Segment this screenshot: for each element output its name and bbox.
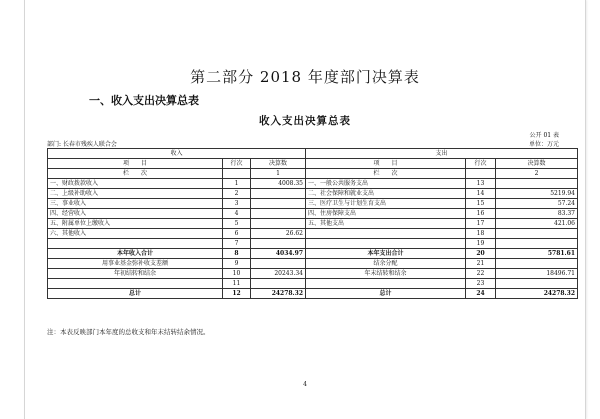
- table-row: [48, 229, 578, 239]
- income-item: 六、其他收入: [48, 229, 223, 239]
- expense-item: 五、其他支出: [306, 219, 466, 229]
- income-item: 一、财政拨款收入: [48, 179, 223, 189]
- expense-line-number: 17: [466, 219, 496, 229]
- income-line-number: 4: [223, 209, 251, 219]
- income-line-number: 8: [223, 249, 251, 259]
- income-amount: [251, 199, 306, 209]
- expense-line-number: 19: [466, 239, 496, 249]
- header-row-columns: [48, 159, 578, 169]
- expense-item: 四、住房保障支出: [306, 209, 466, 219]
- empty-cell: [223, 169, 251, 179]
- income-item: 年初结转和结余: [48, 269, 223, 279]
- income-amount: 20243.34: [251, 269, 306, 279]
- expense-amount: [496, 279, 578, 289]
- income-item: [48, 279, 223, 289]
- expense-line-number: 15: [466, 199, 496, 209]
- table-row: [48, 219, 578, 229]
- income-header: 收入: [48, 149, 306, 159]
- income-item: 三、事业收入: [48, 199, 223, 209]
- expense-amount: 5219.94: [496, 189, 578, 199]
- expense-line-number: 20: [466, 249, 496, 259]
- header-row-column-numbers: [48, 169, 578, 179]
- income-column-label: 栏 次: [48, 169, 223, 179]
- expense-amount-header: 决算数: [496, 159, 578, 169]
- income-amount-header: 决算数: [251, 159, 306, 169]
- income-amount: [251, 239, 306, 249]
- empty-cell: [466, 169, 496, 179]
- expense-item: [306, 229, 466, 239]
- expense-column-label: 栏 次: [306, 169, 466, 179]
- table-row: [48, 249, 578, 259]
- expense-line-number: 21: [466, 259, 496, 269]
- income-item: 五、附属单位上缴收入: [48, 219, 223, 229]
- table-code: 公开 01 表: [529, 132, 559, 139]
- table-row: [48, 239, 578, 249]
- table-note: 注：本表反映部门本年度的总收支和年末结转结余情况。: [47, 328, 210, 336]
- income-line-header: 行次: [223, 159, 251, 169]
- expense-line-number: 13: [466, 179, 496, 189]
- income-item: [48, 239, 223, 249]
- expense-line-header: 行次: [466, 159, 496, 169]
- expense-item: 年末结转和结余: [306, 269, 466, 279]
- income-expense-table: [47, 148, 578, 299]
- income-line-number: 6: [223, 229, 251, 239]
- unit-label: 单位：万元: [528, 141, 559, 148]
- expense-amount: 83.37: [496, 209, 578, 219]
- header-row-sides: [48, 149, 578, 159]
- expense-amount: [496, 229, 578, 239]
- income-amount: [251, 189, 306, 199]
- expense-item: 结余分配: [306, 259, 466, 269]
- page-number: 4: [303, 381, 307, 388]
- income-line-number: 3: [223, 199, 251, 209]
- table-row: [48, 179, 578, 189]
- expense-header: 支出: [306, 149, 578, 159]
- income-line-number: 7: [223, 239, 251, 249]
- expense-line-number: 16: [466, 209, 496, 219]
- table-row: [48, 189, 578, 199]
- income-item-header: 项 目: [48, 159, 223, 169]
- expense-item: 总计: [306, 289, 466, 299]
- table-row: [48, 199, 578, 209]
- income-amount: 26.62: [251, 229, 306, 239]
- expense-line-number: 18: [466, 229, 496, 239]
- income-item: 四、经营收入: [48, 209, 223, 219]
- expense-item: 一、一般公共服务支出: [306, 179, 466, 189]
- income-line-number: 10: [223, 269, 251, 279]
- expense-item: 三、医疗卫生与计划生育支出: [306, 199, 466, 209]
- expense-amount: [496, 179, 578, 189]
- expense-amount: 5781.61: [496, 249, 578, 259]
- expense-amount: [496, 259, 578, 269]
- income-line-number: 12: [223, 289, 251, 299]
- income-line-number: 1: [223, 179, 251, 189]
- expense-amount: [496, 239, 578, 249]
- income-line-number: 11: [223, 279, 251, 289]
- table-row: [48, 289, 578, 299]
- expense-amount: 57.24: [496, 199, 578, 209]
- income-amount: 24278.32: [251, 289, 306, 299]
- table-row: [48, 209, 578, 219]
- income-amount: [251, 209, 306, 219]
- table-title: 收入支出决算总表: [259, 115, 351, 127]
- income-line-number: 2: [223, 189, 251, 199]
- expense-amount: 24278.32: [496, 289, 578, 299]
- expense-item-header: 项 目: [306, 159, 466, 169]
- department-label: 部门: 长春市残疾人联合会: [47, 141, 117, 148]
- expense-line-number: 23: [466, 279, 496, 289]
- expense-item: [306, 239, 466, 249]
- expense-line-number: 24: [466, 289, 496, 299]
- table-row: [48, 279, 578, 289]
- income-item: 用事业基金弥补收支差额: [48, 259, 223, 269]
- section-heading: 一、收入支出决算总表: [89, 94, 199, 107]
- income-column-number: 1: [251, 169, 306, 179]
- income-item: 本年收入合计: [48, 249, 223, 259]
- income-line-number: 9: [223, 259, 251, 269]
- income-amount: [251, 279, 306, 289]
- expense-line-number: 14: [466, 189, 496, 199]
- expense-item: [306, 279, 466, 289]
- expense-amount: 421.06: [496, 219, 578, 229]
- document-page: [24, 0, 586, 419]
- income-amount: [251, 219, 306, 229]
- income-amount: 4008.35: [251, 179, 306, 189]
- income-amount: [251, 259, 306, 269]
- table-row: [48, 259, 578, 269]
- expense-column-number: 2: [496, 169, 578, 179]
- income-line-number: 5: [223, 219, 251, 229]
- expense-item: 二、社会保障和就业支出: [306, 189, 466, 199]
- page-title: 第二部分 2018 年度部门决算表: [190, 68, 420, 86]
- income-item: 二、上级补助收入: [48, 189, 223, 199]
- expense-amount: 18496.71: [496, 269, 578, 279]
- income-amount: 4034.97: [251, 249, 306, 259]
- table-row: [48, 269, 578, 279]
- expense-line-number: 22: [466, 269, 496, 279]
- income-item: 总计: [48, 289, 223, 299]
- expense-item: 本年支出合计: [306, 249, 466, 259]
